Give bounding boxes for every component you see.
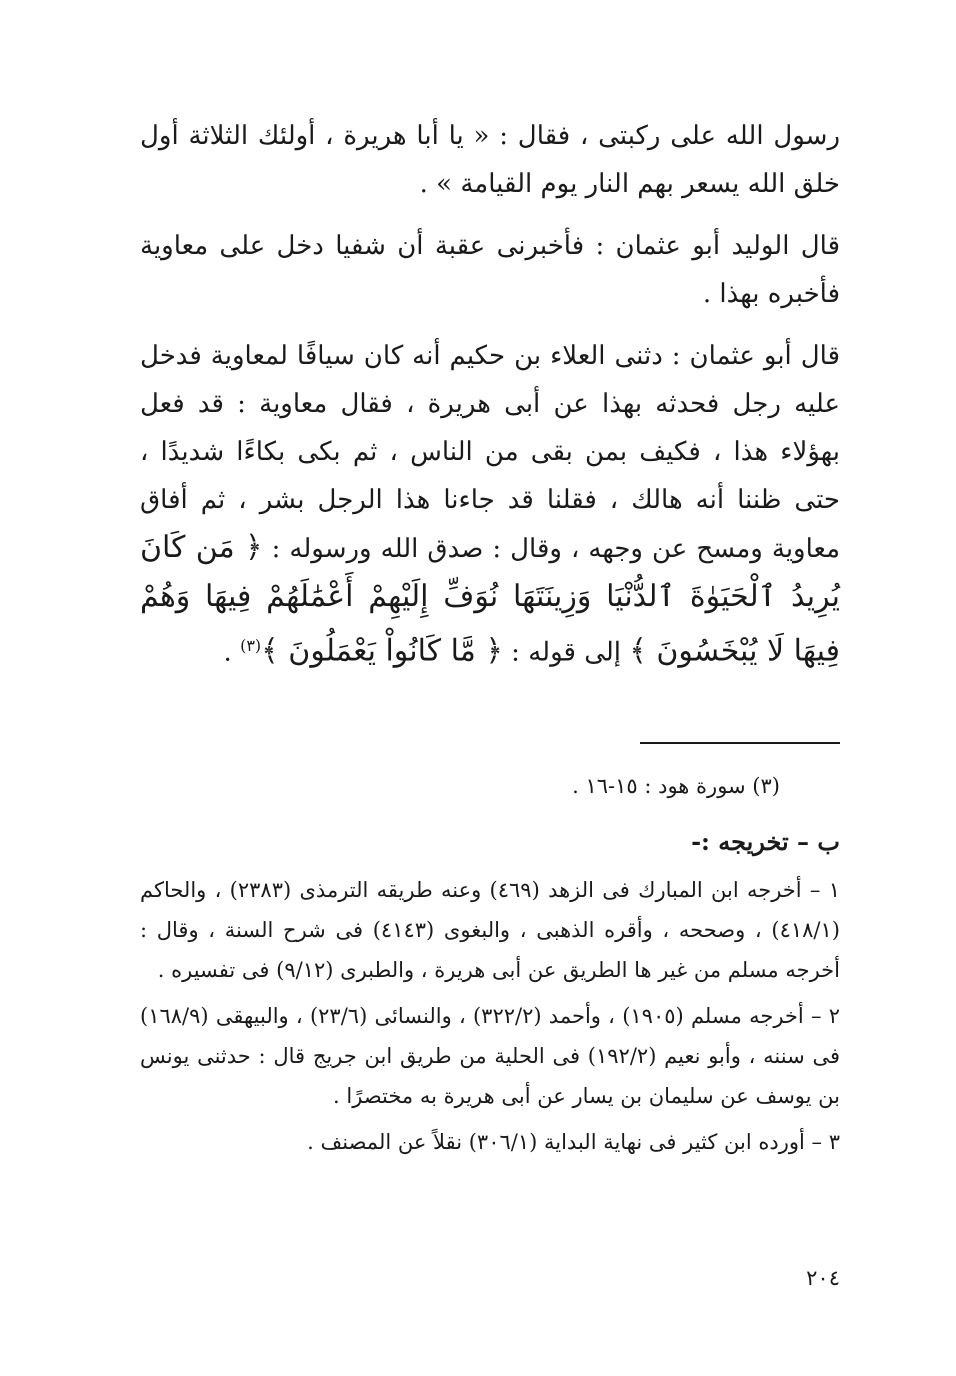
main-text [140,112,840,677]
takhrij-item-1: ١ – أخرجه ابن المبارك فى الزهد (٤٦٩) وعنه طريقه الترمذى (٢٣٨٣) ، والحاكم (٤١٨/١) ، وصححه ، وأقره الذهبى ، والبغوى (٤١٤٣) فى شرح السنة ، وقال : أخرجه مسلم من غير ها الطريق عن أبى هريرة ، والطبرى (٩/١٢) فى تفسيره . [140,878,840,982]
paragraph-1: رسول الله على ركبتى ، فقال : « يا أبا هريرة ، أولئك الثلاثة أول خلق الله يسعر بهم النار يوم القيامة » . [140,121,840,199]
footnote-reference: (٣) [240,636,262,655]
footnote-separator [640,742,840,744]
footnote: (٣) سورة هود : ١٥-١٦ . [572,774,780,798]
paragraph-3 [140,332,840,677]
quran-verse-1: ﴿ مَن كَانَ يُرِيدُ ٱلْحَيَوٰةَ ٱلدُّنْيَا وَزِينَتَهَا نُوَفِّ إِلَيْهِمْ أَعْمَٰلَهُمْ فِيهَا وَهُمْ فِيهَا لَا يُبْخَسُونَ ﴾ [140,530,840,669]
paragraph-3-text: قال أبو عثمان : دثنى العلاء بن حكيم أنه كان سيافًا لمعاوية فدخل عليه رجل فحدثه بهذا عن أبى هريرة ، فقال معاوية : قد فعل بهؤلاء هذا ، فكيف بمن بقى من الناس ، ثم بكى بكاءًا شديدًا ، حتى ظننا أنه هالك ، فقلنا قد جاءنا هذا الرجل بشر ، ثم أفاق معاوية ومسح عن وجهه ، وقال : صدق الله ورسوله : [140,341,840,564]
paragraph-3-end: . [223,637,241,668]
section-title: ب – تخريجه :- [691,827,840,856]
quran-verse-2: ﴿ مَّا كَانُواْ يَعْمَلُونَ ﴾ [261,633,503,669]
page-number: ٢٠٤ [806,1266,840,1290]
paragraph-3-middle: إلى قوله : [502,637,630,668]
takhrij-item-2: ٢ – أخرجه مسلم (١٩٠٥) ، وأحمد (٣٢٢/٢) ، والنسائى (٢٣/٦) ، والبيهقى (١٦٨/٩) فى سننه ، وأبو نعيم (١٩٢/٢) فى الحلية من طريق ابن جريج قال : حدثنى يونس بن يوسف عن سليمان بن يسار عن أبى هريرة به مختصرًا . [140,1004,841,1108]
takhrij-list [140,870,840,1162]
paragraph-2: قال الوليد أبو عثمان : فأخبرنى عقبة أن شفيا دخل على معاوية فأخبره بهذا . [140,231,840,309]
takhrij-item-3: ٣ – أورده ابن كثير فى نهاية البداية (٣٠٦/١) نقلاً عن المصنف . [307,1130,840,1154]
